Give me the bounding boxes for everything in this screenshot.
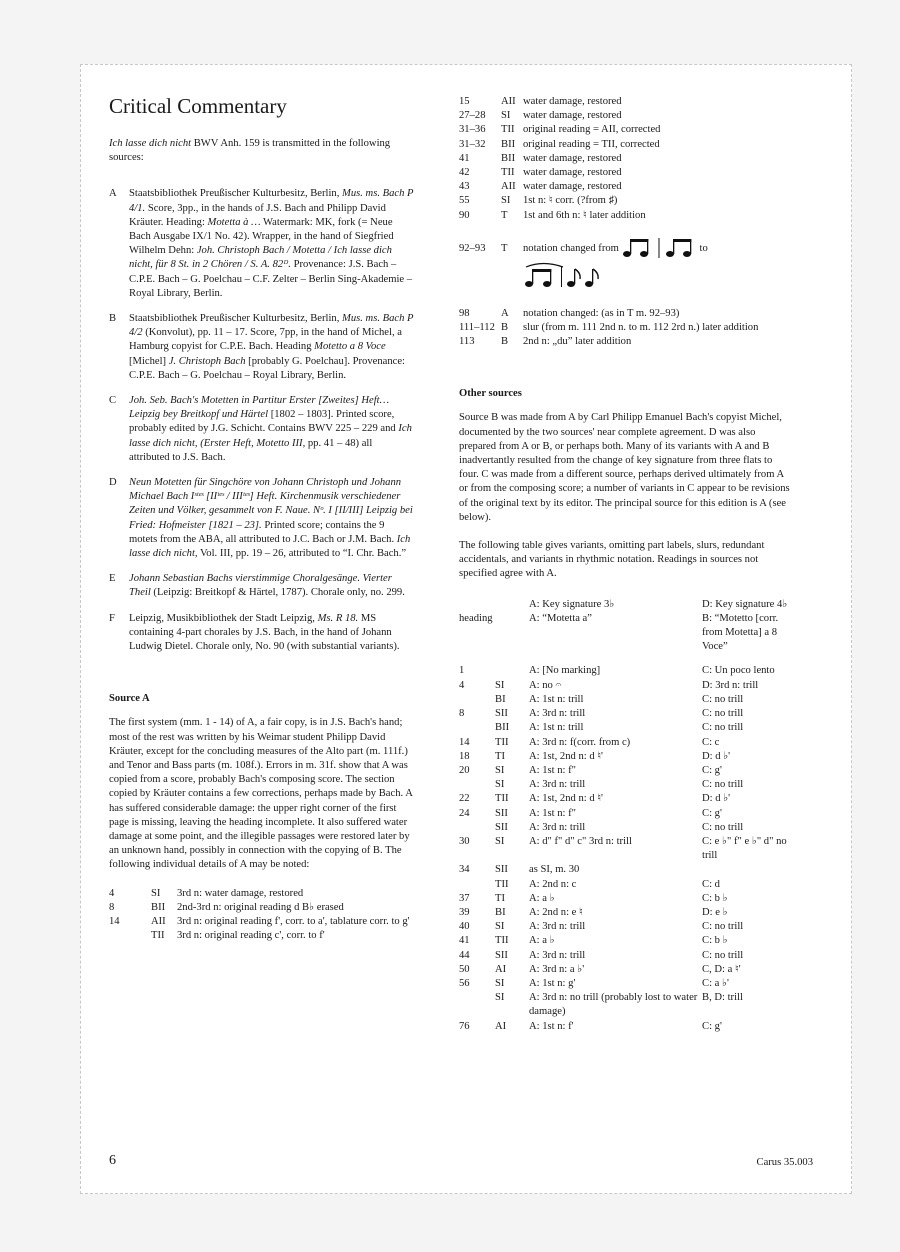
- variant-reading-other: C: b ♭: [702, 935, 728, 947]
- notation-part: T: [501, 242, 508, 254]
- variant-reading-a: A: 3rd n: trill: [529, 821, 586, 833]
- detail-measure: 31–32: [459, 138, 486, 150]
- source-text-part: Score, 3pp., in the hands of J.S. Bach and Philipp David Kräuter. Heading:: [129, 202, 386, 228]
- variant-reading-other: C: g': [702, 807, 722, 819]
- detail-text: slur (from m. 111 2nd n. to m. 112 2rd n.) later addition: [523, 322, 759, 334]
- detail-measure: 41: [459, 152, 470, 164]
- beamed-notes-icon: [665, 237, 697, 259]
- detail-measure: 8: [109, 901, 115, 913]
- variant-row: [459, 892, 794, 906]
- variant-row: [459, 693, 794, 707]
- source-text-part: Neun Motetten für Singchöre von Johann Christoph und Johann Michael Bach Iˢᵗᵉˢ [IIᵗᵉˢ / IIIᵗᵉˢ] Heft. Kirchenmusik verschiedener Zeiten und Völker, gesammelt von F. Naue. Nᵒ. I [II/III] Leipzig bei Fried: Hofmeister [1821 – 23].: [129, 477, 413, 531]
- variant-row: [459, 1020, 794, 1034]
- variant-header: [459, 598, 794, 655]
- source-text-part: [1802 – 1803]. Printed score, probably edited by J.G. Schicht. Contains BWV 225 – 229 and: [129, 409, 399, 435]
- variant-measure: [459, 721, 495, 735]
- variant-row: [459, 977, 794, 991]
- variant-part: SII: [495, 864, 508, 876]
- detail-part: TII: [501, 167, 515, 179]
- source-letter: C: [109, 395, 117, 407]
- variant-part: SII: [495, 821, 508, 833]
- variant-row: [459, 920, 794, 934]
- detail-row: [459, 109, 794, 123]
- notation-measure: 92–93: [459, 242, 486, 254]
- detail-text: water damage, restored: [523, 96, 622, 107]
- variant-reading-a: as SI, m. 30: [529, 864, 580, 876]
- variant-row: [459, 792, 794, 806]
- variant-part: SII: [495, 949, 508, 961]
- detail-row: [459, 335, 794, 349]
- variant-row: [459, 664, 794, 678]
- detail-text: 1st and 6th n: ♮ later addition: [523, 209, 646, 221]
- source-text-part: Ich lasse dich nicht, (Erster Heft, Motetto III,: [129, 423, 412, 449]
- variant-reading-a: A: 1st n: trill: [529, 693, 584, 705]
- source-list: [109, 187, 414, 654]
- source-entry: [109, 572, 414, 600]
- source-text-part: Watermark: MK, fork (= Neue Bach Ausgabe IX/1 No. 42). Wrapper, in the hand of Siegfried Wilhelm Dehn:: [129, 216, 394, 257]
- source-text-part: Motetto a 8 Voce: [314, 341, 386, 353]
- variant-reading-a: A: 3rd n: a ♭': [529, 963, 585, 975]
- details-right2-list: [459, 307, 794, 350]
- detail-row: [459, 166, 794, 180]
- variant-reading-a: A: 1st, 2nd n: d ♮': [529, 750, 603, 762]
- detail-measure: 111–112: [459, 322, 495, 334]
- variant-reading-a: A: 1st n: f": [529, 807, 576, 819]
- detail-part: A: [501, 307, 509, 319]
- variant-header-other: [702, 598, 794, 655]
- variant-measure: 22: [459, 793, 470, 805]
- variant-measure: 34: [459, 864, 470, 876]
- variant-part: TII: [495, 793, 509, 805]
- detail-measure: 31–36: [459, 124, 486, 136]
- detail-text: notation changed: (as in T m. 92–93): [523, 307, 680, 319]
- detail-part: AII: [501, 96, 516, 107]
- source-letter: D: [109, 477, 117, 489]
- variant-header-a: [529, 598, 702, 655]
- notation-row: [459, 237, 794, 261]
- detail-part: AII: [151, 915, 166, 927]
- variant-row: [459, 821, 794, 835]
- variant-header-d1: D: Key signature 4♭: [702, 598, 788, 610]
- variant-header-a1: A: Key signature 3♭: [529, 598, 615, 610]
- source-text-part: [probably G. Poelchau]. Provenance: C.P.E. Bach – G. Poelchau – Royal Library, Berlin.: [129, 355, 405, 381]
- variant-row: [459, 736, 794, 750]
- variant-reading-other: C: no trill: [702, 921, 744, 933]
- variant-reading-a: A: 1st n: f": [529, 764, 576, 776]
- intro-paragraph: [109, 137, 414, 165]
- source-entry: [109, 476, 414, 561]
- variant-measure: [459, 778, 495, 792]
- variant-reading-other: D: d ♭': [702, 793, 731, 805]
- detail-text: original reading = TII, corrected: [523, 138, 660, 150]
- variant-reading-other: C: no trill: [702, 949, 744, 961]
- variant-measure: 76: [459, 1020, 470, 1032]
- detail-text: 2nd-3rd n: original reading d B♭ erased: [177, 901, 344, 913]
- variant-row: [459, 906, 794, 920]
- variant-measure: [459, 693, 495, 707]
- source-letter: B: [109, 313, 117, 325]
- source-text-part: Leipzig, Musikbibliothek der Stadt Leipzig,: [129, 612, 318, 624]
- variant-reading-a: A: [No marking]: [529, 665, 601, 677]
- variant-reading-a: A: 1st, 2nd n: d ♮': [529, 793, 603, 805]
- detail-row: [109, 915, 414, 929]
- variant-part: SI: [495, 835, 505, 847]
- variant-reading-other: C: d: [702, 878, 720, 890]
- variant-part: AI: [495, 1020, 507, 1032]
- variant-part: BI: [495, 693, 506, 705]
- variant-row: [459, 679, 794, 693]
- variant-header-label: heading: [459, 612, 493, 624]
- source-a-paragraph: The first system (mm. 1 - 14) of A, a fair copy, is in J.S. Bach's hand; most of the rest was written by his Weimar student Philipp David Kräuter, except for the concluding measures of the Alto part (m. 111f.) and Tenor and Bass parts (m. 108f.). Errors in m. 31f. show that A was copied from a score, probably Bach's composing score. The section copied by Kräuter contains a few corrections, perhaps made by Bach. A has suffered considerable damage: the upper right corner of the first page is missing, leaving the heading incomplete. It also suffered water damage at some point, and the illegible passages were restored later by an unknown hand, possibly in connection with the copying of B. The following individual details of A may be noted:: [109, 717, 413, 871]
- variant-reading-a: A: a ♭: [529, 935, 555, 947]
- detail-part: TII: [501, 124, 515, 136]
- detail-row: [459, 138, 794, 152]
- document-page: [80, 64, 852, 1194]
- detail-text: water damage, restored: [523, 181, 622, 193]
- detail-text: 1st n: ♮ corr. (?from ♯): [523, 195, 618, 207]
- variant-row: [459, 721, 794, 735]
- source-text-part: Ich lasse dich nicht,: [129, 533, 411, 560]
- variant-reading-a: A: 3rd n: no trill (probably lost to water damage): [529, 992, 698, 1018]
- source-a-heading: Source A: [109, 693, 150, 705]
- variant-reading-other: C, D: a ♮': [702, 963, 741, 975]
- source-text-part: Motetta à …: [207, 216, 261, 228]
- tied-notes-icon: [523, 261, 605, 289]
- barline-icon: [656, 237, 662, 259]
- variant-part: SII: [495, 708, 508, 720]
- variant-reading-other: C: no trill: [702, 821, 744, 833]
- page-number: 6: [109, 1153, 116, 1168]
- detail-row: [459, 307, 794, 321]
- variant-measure: 50: [459, 963, 470, 975]
- source-description: [129, 394, 414, 465]
- source-text-part: Provenance: J.S. Bach – C.P.E. Bach – G. Poelchau – C.F. Zelter – Berlin Sing-Akademie – Royal Library, Berlin.: [129, 259, 413, 299]
- source-letter: E: [109, 573, 116, 585]
- variant-part: TI: [495, 892, 505, 904]
- variant-reading-a: A: 1st n: g': [529, 977, 576, 989]
- variant-rows: [459, 664, 794, 1033]
- detail-part: BII: [501, 152, 516, 164]
- source-text-part: Staatsbibliothek Preußischer Kulturbesitz, Berlin,: [129, 188, 343, 200]
- variant-part: SII: [495, 807, 508, 819]
- variant-part: AI: [495, 963, 507, 975]
- variant-part: BII: [495, 722, 510, 734]
- detail-row: [459, 209, 794, 223]
- detail-row: [459, 123, 794, 137]
- detail-text: water damage, restored: [523, 167, 622, 179]
- variant-header-a2: A: “Motetta a”: [529, 612, 592, 624]
- variant-part: TII: [495, 935, 509, 947]
- variant-measure: 4: [459, 679, 465, 691]
- variant-reading-other: D: e ♭: [702, 906, 728, 918]
- detail-measure: 4: [109, 887, 115, 899]
- variant-row: [459, 778, 794, 792]
- source-text-part: Joh. Seb. Bach's Motetten in Partitur Erster [Zweites] Heft… Leipzig bey Breitkopf und Härtel: [129, 395, 390, 421]
- source-letter: F: [109, 612, 115, 624]
- variant-measure: 44: [459, 949, 470, 961]
- variant-row: [459, 949, 794, 963]
- variant-measure: [459, 991, 495, 1019]
- detail-measure: 113: [459, 336, 475, 348]
- variant-reading-other: C: c: [702, 736, 720, 748]
- source-description: [129, 476, 414, 561]
- variant-row: [459, 878, 794, 892]
- variant-reading-a: A: 1st n: trill: [529, 722, 584, 734]
- detail-measure: 55: [459, 195, 470, 207]
- variant-row: [459, 764, 794, 778]
- source-description: [129, 312, 414, 383]
- detail-row: [109, 929, 414, 943]
- notation-after: to: [699, 242, 708, 254]
- catalog-number: Carus 35.003: [756, 1157, 813, 1168]
- detail-row: [459, 152, 794, 166]
- variant-reading-other: [702, 863, 794, 877]
- variant-measure: 56: [459, 977, 470, 989]
- source-entry: [109, 312, 414, 383]
- detail-measure: 14: [109, 915, 120, 927]
- detail-text: 3rd n: original reading f', corr. to a', tablature corr. to g': [177, 915, 410, 927]
- source-description: [129, 187, 414, 301]
- variant-reading-other: C: g': [702, 764, 722, 776]
- notation-text: [523, 237, 794, 261]
- variant-measure: 37: [459, 892, 470, 904]
- variant-reading-a: A: a ♭: [529, 892, 555, 904]
- detail-text: water damage, restored: [523, 110, 622, 122]
- variant-reading-other: C: Un poco lento: [702, 665, 775, 677]
- variant-reading-a: A: 2nd n: c: [529, 878, 577, 890]
- detail-measure: [109, 929, 151, 943]
- detail-part: BII: [151, 901, 166, 913]
- source-text-part: Ms. R 18.: [317, 612, 359, 624]
- variant-row: [459, 963, 794, 977]
- variant-reading-a: A: d" f" d" c" 3rd n: trill: [529, 835, 632, 847]
- detail-measure: 98: [459, 307, 470, 319]
- variant-part: SI: [495, 921, 505, 933]
- source-description: [129, 612, 414, 655]
- detail-measure: 90: [459, 209, 470, 221]
- variant-reading-other: C: a ♭': [702, 977, 729, 989]
- source-text-part: Staatsbibliothek Preußischer Kulturbesitz, Berlin,: [129, 313, 343, 325]
- detail-measure: 27–28: [459, 110, 486, 122]
- source-description: [129, 572, 414, 600]
- detail-part: T: [501, 209, 508, 221]
- detail-part: SI: [151, 887, 161, 899]
- variant-measure: 8: [459, 708, 465, 720]
- variant-row: [459, 863, 794, 877]
- variant-part: BI: [495, 906, 506, 918]
- detail-text: 2nd n: „du” later addition: [523, 336, 632, 348]
- source-text-part: Joh. Christoph Bach / Motetta / Ich lasse dich nicht, für 8 St. in 2 Chören / S. A. 82ᴰ.: [129, 245, 392, 271]
- variant-part: [495, 664, 529, 678]
- variant-measure: 18: [459, 750, 470, 762]
- detail-measure: 42: [459, 167, 470, 179]
- variant-reading-other: C: no trill: [702, 722, 744, 734]
- variant-reading-other: C: g': [702, 1020, 722, 1032]
- variant-reading-other: C: no trill: [702, 779, 744, 791]
- detail-text: water damage, restored: [523, 152, 622, 164]
- detail-text: 3rd n: water damage, restored: [177, 887, 304, 899]
- variant-part: TI: [495, 750, 505, 762]
- variant-row: [459, 750, 794, 764]
- detail-part: B: [501, 322, 509, 334]
- variant-part: SI: [495, 992, 505, 1004]
- source-entry: [109, 612, 414, 655]
- detail-part: B: [501, 336, 509, 348]
- details-right-list: [459, 95, 794, 223]
- other-sources-paragraph-1: Source B was made from A by Carl Philipp Emanuel Bach's copyist Michel, documented by the two sources' near complete agreement. D was also prepared from A or B, or perhaps both. Many of its variants with A and B inadvertantly resulted from the change of key signature from three flats to four. C was made from a different source, perhaps derived ultimately from A or from the composing score; a number of variants in C appear to be revisions of the original text by its editor. The principal source for this edition is A (see below).: [459, 412, 790, 523]
- source-text-part: Mus. ms. Bach P 4/2: [129, 313, 414, 339]
- source-text-part: J. Christoph Bach: [168, 355, 246, 367]
- variant-header-d2: B: “Motetto [corr. from Motetta] a 8 Voce”: [702, 612, 779, 653]
- variant-part: SI: [495, 679, 505, 691]
- variant-row: [459, 807, 794, 821]
- detail-row: [459, 180, 794, 194]
- source-text-part: MS containing 4-part chorales by J.S. Bach, in the hand of Johann Ludwig Dietel. Chorale only, No. 90 (with substantial variants).: [129, 612, 400, 653]
- detail-measure: 43: [459, 181, 470, 193]
- variant-measure: 1: [459, 665, 465, 677]
- notation-before: notation changed from: [523, 242, 619, 254]
- variant-reading-other: C: no trill: [702, 708, 744, 720]
- other-sources-paragraph-2: The following table gives variants, omitting part labels, slurs, redundant accidentals, and variants in rhythmic notation. Readings in sources not specified agree with A.: [459, 540, 765, 580]
- variant-row: [459, 707, 794, 721]
- detail-text: original reading = AII, corrected: [523, 124, 661, 136]
- variant-measure: 24: [459, 807, 470, 819]
- beamed-notes-icon: [622, 237, 654, 259]
- variant-reading-other: D: d ♭': [702, 750, 731, 762]
- variant-measure: 40: [459, 921, 470, 933]
- variant-row: [459, 835, 794, 863]
- right-column: [459, 95, 794, 1034]
- variant-reading-other: C: no trill: [702, 693, 744, 705]
- intro-title: Ich lasse dich nicht: [109, 138, 192, 149]
- variant-measure: 39: [459, 906, 470, 918]
- variant-reading-other: C: b ♭: [702, 892, 728, 904]
- variant-measure: [459, 821, 495, 835]
- left-column: [109, 93, 414, 943]
- variant-measure: 41: [459, 935, 470, 947]
- detail-text: 3rd n: original reading c', corr. to f': [177, 930, 325, 942]
- source-text-part: [Michel]: [129, 355, 169, 367]
- variant-measure: 20: [459, 764, 470, 776]
- detail-row: [109, 887, 414, 901]
- variant-part: SI: [495, 977, 505, 989]
- source-letter: A: [109, 188, 117, 200]
- variant-measure: 30: [459, 835, 470, 847]
- source-text-part: (Leipzig: Breitkopf & Härtel, 1787). Chorale only, no. 299.: [150, 587, 405, 599]
- variant-reading-a: A: no 𝄐: [529, 679, 562, 691]
- detail-part: AII: [501, 181, 516, 193]
- variant-reading-other: C: e ♭" f" e ♭" d" no trill: [702, 835, 787, 862]
- variant-reading-a: A: 2nd n: e ♮: [529, 906, 583, 918]
- variant-part: SI: [495, 764, 505, 776]
- detail-measure: 15: [459, 96, 470, 107]
- variant-row: [459, 991, 794, 1019]
- other-sources-heading: Other sources: [459, 388, 522, 400]
- detail-part: SI: [501, 110, 511, 122]
- page-heading: Critical Commentary: [109, 94, 287, 118]
- variant-reading-a: A: 3rd n: trill: [529, 708, 586, 720]
- source-entry: [109, 394, 414, 465]
- intro-rest: BWV Anh. 159 is transmitted in the following sources:: [109, 138, 391, 164]
- notation-second-line: [459, 261, 794, 291]
- detail-row: [459, 95, 794, 109]
- variant-reading-a: A: 1st n: f': [529, 1020, 574, 1032]
- source-entry: [109, 187, 414, 301]
- source-text-part: Johann Sebastian Bachs vierstimmige Choralgesänge. Vierter Theil: [129, 573, 392, 599]
- variant-part: SI: [495, 779, 505, 791]
- variant-row: [459, 934, 794, 948]
- variant-measure: 14: [459, 736, 470, 748]
- variant-part: TII: [495, 878, 509, 890]
- variant-reading-a: A: 3rd n: f(corr. from c): [529, 736, 631, 748]
- source-text-part: (Konvolut), pp. 11 – 17. Score, 7pp, in the hand of Michel, a Hamburg copyist for C.P.E. Bach. Heading: [129, 327, 402, 353]
- variant-reading-other: B, D: trill: [702, 992, 743, 1004]
- variant-reading-a: A: 3rd n: trill: [529, 921, 586, 933]
- detail-part: SI: [501, 195, 511, 207]
- detail-row: [109, 901, 414, 915]
- source-text-part: Mus. ms. Bach P 4/1.: [129, 188, 414, 214]
- detail-row: [459, 194, 794, 208]
- detail-part: BII: [501, 138, 516, 150]
- variant-table: [459, 598, 794, 1034]
- detail-part: TII: [151, 930, 165, 942]
- variant-measure: [459, 878, 495, 892]
- variant-reading-a: A: 3rd n: trill: [529, 949, 586, 961]
- source-text-part: pp. 41 – 48) all attributed to J.S. Bach.: [129, 437, 373, 463]
- detail-row: [459, 321, 794, 335]
- variant-reading-other: D: 3rd n: trill: [702, 679, 759, 691]
- source-text-part: Vol. III, pp. 19 – 26, attributed to “I. Chr. Bach.”: [197, 548, 407, 560]
- source-text-part: Printed score; contains the 9 motets from the ABA, all attributed to J.C. Bach or J.M. Bach.: [129, 519, 397, 545]
- details-left-list: [109, 887, 414, 944]
- variant-reading-a: A: 3rd n: trill: [529, 779, 586, 791]
- variant-part: TII: [495, 736, 509, 748]
